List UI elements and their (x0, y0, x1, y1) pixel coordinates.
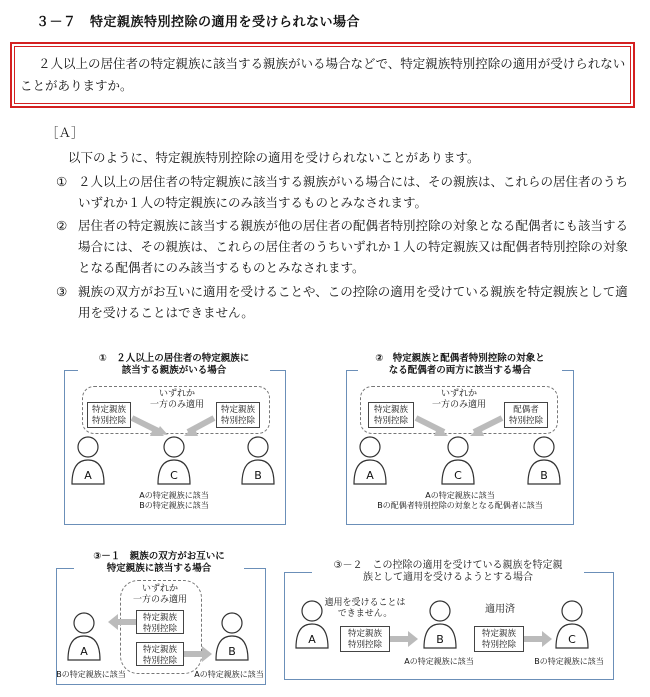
deduction-box: 特定親族 特別控除 (136, 610, 184, 634)
figure-1 (64, 350, 286, 525)
item-text: 居住者の特定親族に該当する親族が他の居住者の配偶者特別控除の対象となる配偶者にも該当する場合には、その親族は、これらの居住者のうちいずれか１人の特定親族又は配偶者特別控除の対象となる配偶者にのみ該当するものとみなされます。 (78, 218, 629, 275)
either-label: いずれか 一方のみ適用 (431, 389, 486, 410)
person-a: A (294, 600, 330, 654)
figure-4-title: ③－２ この控除の適用を受けている親族を特定親 族として適用を受けるようとする場合 (312, 560, 584, 584)
person-b: B (240, 436, 276, 490)
person-a: A (70, 436, 106, 490)
figure-3 (56, 550, 266, 685)
caption-c: Bの特定親族に該当 (534, 657, 604, 666)
list-item (56, 281, 636, 323)
applied-label: 適用済 (485, 604, 515, 615)
deduction-box: 特定親族 特別控除 (136, 642, 184, 666)
item-text: 親族の双方がお互いに適用を受けることや、この控除の適用を受けている親族を特定親族として適用を受けることはできません。 (78, 284, 628, 320)
caption-a: Bの特定親族に該当 (56, 670, 126, 679)
deduction-box: 特定親族 特別控除 (368, 402, 414, 428)
person-b: B (526, 436, 562, 490)
person-b: B (422, 600, 458, 654)
list-item (56, 215, 636, 278)
item-text: ２人以上の居住者の特定親族に該当する親族がいる場合には、その親族は、これらの居住者のうちいずれか１人の特定親族にのみ該当するものとみなされます。 (78, 174, 629, 210)
deduction-box: 特定親族 特別控除 (474, 626, 524, 652)
answer-label: ［Ａ］ (46, 125, 84, 140)
figure-2 (346, 350, 574, 525)
caption-b: Aの特定親族に該当 (404, 657, 474, 666)
figure-1-caption: Aの特定親族に該当 Bの特定親族に該当 (139, 491, 209, 510)
deduction-box: 特定親族 特別控除 (216, 402, 260, 428)
person-c: C (440, 436, 476, 490)
figure-2-caption: Aの特定親族に該当 Bの配偶者特別控除の対象となる配偶者に該当 (377, 491, 543, 510)
caption-b: Aの特定親族に該当 (194, 670, 264, 679)
section-title: ３－７ 特定親族特別控除の適用を受けられない場合 (36, 15, 361, 30)
figure-4 (284, 560, 614, 680)
figure-3-title: ③－１ 親族の双方がお互いに 特定親族に該当する場合 (74, 551, 244, 575)
deduction-box: 特定親族 特別控除 (340, 626, 390, 652)
item-number: ① (56, 174, 68, 189)
either-label: いずれか 一方のみ適用 (132, 584, 187, 605)
question-text: ２人以上の居住者の特定親族に該当する親族がいる場合などで、特定親族特別控除の適用が受けられないことがありますか。 (20, 56, 626, 93)
item-number: ③ (56, 284, 68, 299)
person-a: A (66, 612, 102, 666)
not-allowed-note: 適用を受けることは できません。 (324, 598, 406, 619)
person-c: C (156, 436, 192, 490)
person-a: A (352, 436, 388, 490)
person-b: B (214, 612, 250, 666)
figure-1-title: ① ２人以上の居住者の特定親族に 該当する親族がいる場合 (78, 353, 270, 377)
person-c: C (554, 600, 590, 654)
deduction-box: 配偶者 特別控除 (504, 402, 548, 428)
deduction-box: 特定親族 特別控除 (87, 402, 131, 428)
item-number: ② (56, 218, 68, 233)
answer-intro: 以下のように、特定親族特別控除の適用を受けられないことがあります。 (68, 150, 480, 165)
either-label: いずれか 一方のみ適用 (149, 389, 204, 410)
figure-2-title: ② 特定親族と配偶者特別控除の対象と なる配偶者の両方に該当する場合 (358, 353, 562, 377)
list-item (56, 171, 636, 213)
